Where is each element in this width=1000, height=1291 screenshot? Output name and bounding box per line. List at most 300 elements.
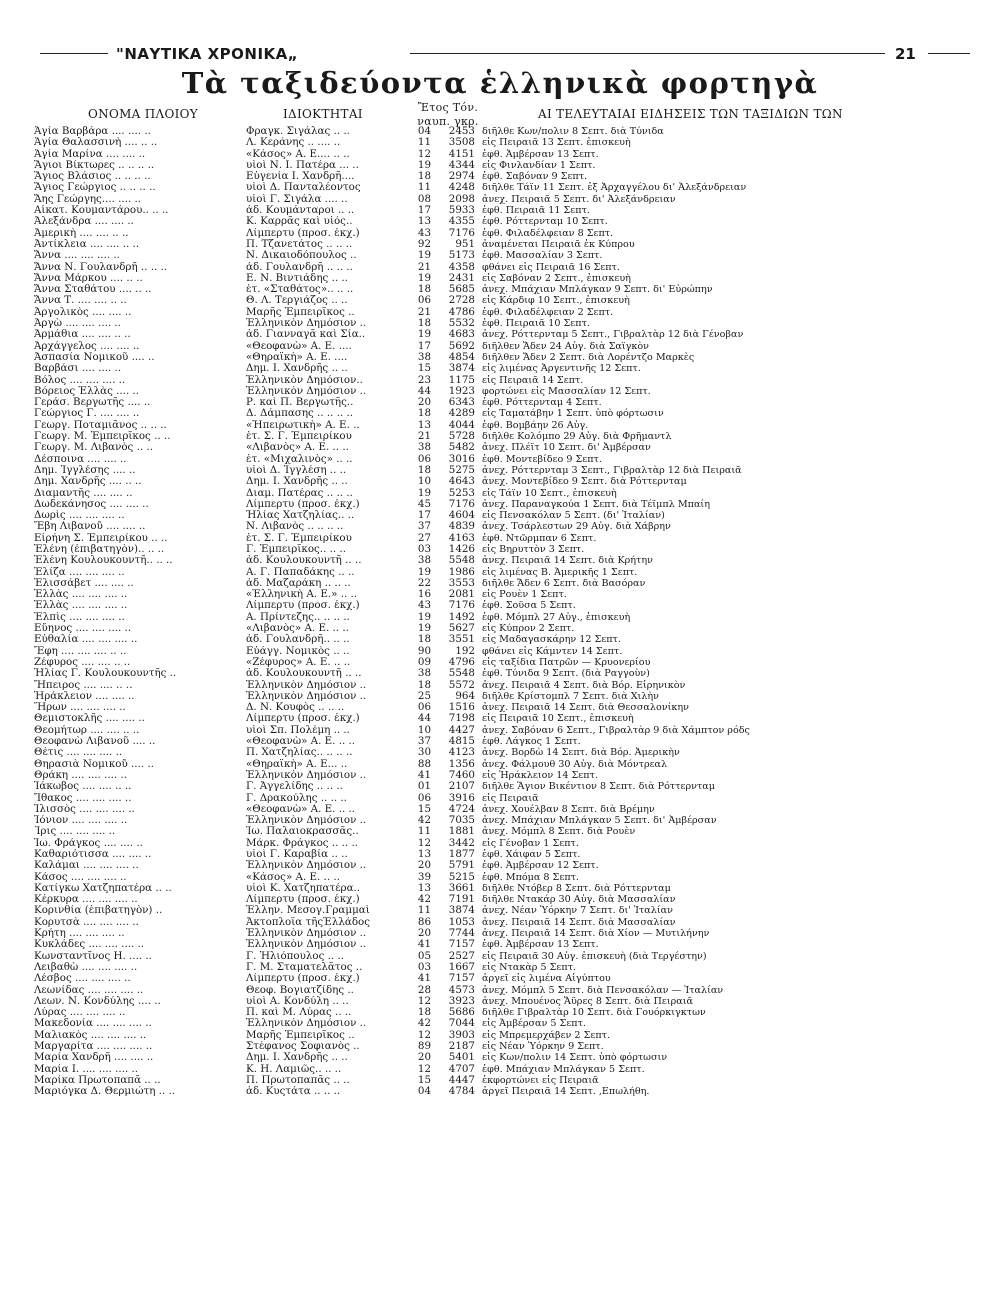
header-rule [928,53,970,54]
gross-tons: 4854 [448,351,475,363]
table-row [34,1052,964,1063]
ship-name: Γεωργ. Ποταμιᾶνος .. .. .. [34,419,167,431]
voyage-news: εἰς Πειραιᾶ 14 Σεπτ. [482,374,584,386]
magazine-title: "ΝΑΥΤΙΚΑ ΧΡΟΝΙΚΑ„ [116,45,299,63]
build-year: 18 [417,318,431,330]
voyage-news: διῆλθε Ντακάρ 30 Αὐγ. διὰ Μασσαλίαν [482,894,676,906]
voyage-news: διῆλθεν Ἄδεν 2 Σεπτ. διὰ Λορέντζο Μαρκὲς [482,351,695,363]
voyage-news: εἰς Νέαν Ὑόρκην 9 Σεπτ. [482,1041,604,1053]
ship-owner: Λίμπερτυ (προσ. ἐκχ.) [246,600,360,612]
voyage-news: ἀργεῖ εἰς λιμένα Αἰγύπτου [482,973,611,985]
build-year: 20 [417,1052,431,1064]
table-row [34,476,964,487]
table-row [34,996,964,1007]
build-year: 22 [417,577,431,589]
voyage-news: ἐφθ. Σοῦσα 5 Σεπτ. [482,600,576,612]
gross-tons: 192 [455,645,475,657]
voyage-news: ἀνεχ. Πειραιᾶ 14 Σεπτ. διὰ Κρήτην [482,555,653,567]
ship-owner: Ἠλίας Χατζηλίας.. .. [246,510,355,522]
gross-tons: 5548 [448,668,475,680]
table-row [34,307,964,318]
ship-name: Δωρὶς .... .... .... .. [34,510,125,522]
ship-owner: «Λιβανὸς» Α. Ε. .. .. [246,623,349,635]
build-year: 21 [417,431,431,443]
gross-tons: 7198 [448,713,475,725]
gross-tons: 1881 [448,826,475,838]
voyage-news: ἀνεχ. Μπάχιαν Μπλάγκαν 5 Σεπτ. δι' Ἀμβέρσαν [482,815,717,827]
table-row [34,1041,964,1052]
ship-owner: Π. Τζανετάτος .. .. .. [246,238,353,250]
ship-name: Ἀργὼ .... .... .... .. [34,318,121,330]
table-row [34,149,964,160]
gross-tons: 3874 [448,905,475,917]
table-row [34,544,964,555]
gross-tons: 2431 [448,272,475,284]
ship-owner: υἱοὶ Κ. Χατζηπατέρα.. [246,882,361,894]
voyage-news: εἰς Ντακὰρ 5 Σεπτ. [482,961,577,973]
ship-name: Λύρας .... .... .... .. [34,1007,126,1019]
table-row [34,329,964,340]
build-year: 17 [417,340,431,352]
ship-name: Ζέφυρος .... .... .. .. [34,656,131,668]
voyage-news: ἐφθ. Ἀμβέρσαν 12 Σεπτ. [482,860,599,872]
gross-tons: 3551 [448,634,475,646]
table-row [34,1086,964,1097]
gross-tons: 4604 [448,510,475,522]
voyage-news: εἰς Ἀμβέρσαν 5 Σεπτ. [482,1018,586,1030]
ship-name: Κορινθία (ἐπιβατηγὸν) .. [34,905,163,917]
ship-name: Ἶρις .... .... .... .. [34,826,116,838]
build-year: 89 [417,1041,431,1053]
ship-owner: Ἑλληνικὸν Δημόσιον .. [246,928,367,940]
gross-tons: 4163 [448,532,475,544]
table-row [34,770,964,781]
table-row [34,182,964,193]
gross-tons: 7035 [448,815,475,827]
voyage-news: εἰς λιμένας Ἀργεντινῆς 12 Σεπτ. [482,363,641,375]
build-year: 15 [417,363,431,375]
table-row [34,973,964,984]
build-year: 19 [417,329,431,341]
ship-owner: Δ. Δάμπασης .. .. .. .. [246,408,354,420]
table-row [34,567,964,578]
voyage-news: εἰς Κων/πολιν 14 Σεπτ. ὑπὸ φόρτωσιν [482,1052,668,1064]
ship-owner: Ἑλληνικὸν Δημόσιον .. [246,690,367,702]
gross-tons: 5548 [448,555,475,567]
gross-tons: 1986 [448,566,475,578]
ship-owner: υἱοὶ Σπ. Πολέμη .. .. [246,724,350,736]
build-year: 90 [417,645,431,657]
table-row [34,555,964,566]
ship-name: Αἰκατ. Κουμαντάρου.. .. .. [34,205,169,217]
ship-owner: Εὐγενία Ι. Χανδρῆ.... [246,171,355,183]
ship-owner: «Λιβανὸς» Α. Ε. .. .. [246,442,349,454]
table-row [34,431,964,442]
ship-owner: Γ. Ἀγγελίδης .. .. .. [246,781,343,793]
ship-name: Ἐλπὶς .... .... .... .. [34,611,125,623]
gross-tons: 2527 [448,950,475,962]
gross-tons: 4344 [448,159,475,171]
ship-name: Μαριόγκα Δ. Θερμιώτη .. .. [34,1086,176,1098]
build-year: 13 [417,419,431,431]
build-year: 23 [417,374,431,386]
build-year: 38 [417,555,431,567]
voyage-news: ἀναμένεται Πειραιᾶ ἐκ Κύπρου [482,238,635,250]
ship-name: Θέτις .... .... .... .. [34,747,123,759]
ship-name: Βόλος .... .... .... .. [34,374,126,386]
ship-owner: Π. καὶ Μ. Λύρας .. .. [246,1007,352,1019]
gross-tons: 5482 [448,442,475,454]
build-year: 12 [417,1029,431,1041]
ship-name: Θεμιστοκλῆς .... .... .. [34,713,145,725]
voyage-news: ἀνεχ. Μόμπλ 8 Σεπτ. διὰ Ρουὲν [482,826,636,838]
ship-owner: Π. Χατζηλίας.. .. .. .. [246,747,353,759]
ship-name: Ἀντίκλεια .... .... .. .. [34,238,140,250]
ship-name: Ἁγία Μαρίνα .... .... .. [34,148,146,160]
build-year: 19 [417,159,431,171]
gross-tons: 5692 [448,340,475,352]
gross-tons: 951 [455,238,475,250]
table-row [34,1030,964,1041]
ship-name: Ἴθακος .... .... .... .. [34,792,132,804]
ship-owner: «Θηραϊκὴ» Α. Ε. .... [246,351,348,363]
voyage-news: ἐφθ. Πειραιᾶ 11 Σεπτ. [482,205,590,217]
gross-tons: 1667 [448,961,475,973]
voyage-news: εἰς Πειραιᾶ 30 Αὐγ. ἐπισκευὴ (διὰ Τεργέστην) [482,950,707,962]
voyage-news: ἐφθ. Τύνιδα 9 Σεπτ. (διὰ Ραγγοὺν) [482,668,650,680]
voyage-news: ἐφθ. Μόμπλ 27 Αὐγ., ἐπισκευὴ [482,611,631,623]
ship-owner: Θ. Λ. Τεργιάζος .. .. [246,295,348,307]
column-header-owner: ΙΔΙΟΚΤΗΤΑΙ [283,107,363,121]
ship-owner: Ἰω. Παλαιοκρασσᾶς.. [246,826,359,838]
voyage-news: ἐφθ. Ρόττερνταμ 4 Σεπτ. [482,397,602,409]
build-year: 92 [417,238,431,250]
build-year: 06 [417,792,431,804]
ship-owner: Ν. Δικαιοδόπουλος .. [246,250,357,262]
voyage-news: εἰς Πενσακόλαν 5 Σεπτ. (δι' Ἰταλίαν) [482,510,665,522]
build-year: 39 [417,871,431,883]
build-year: 19 [417,272,431,284]
gross-tons: 7157 [448,939,475,951]
gross-tons: 2453 [448,126,475,137]
table-row [34,917,964,928]
build-year: 18 [417,284,431,296]
table-row [34,951,964,962]
ship-owner: «Θεοφανὼ» Α. Ε. .... [246,340,352,352]
ship-owner: ἀδ. Κουλουκουντῆ .. .. [246,555,362,567]
voyage-news: ἐφθ. Πειραιᾶ 10 Σεπτ. [482,318,590,330]
ship-owner: Ἑλληνικὸν Δημόσιον .. [246,769,367,781]
table-row [34,962,964,973]
voyage-news: εἰς Μαδαγασκάρην 12 Σεπτ. [482,634,621,646]
ship-name: Ἀργολικὸς .... .... .. [34,306,132,318]
ship-owner: Ἑλληνικὸν Δημόσιον .. [246,679,367,691]
gross-tons: 5173 [448,250,475,262]
voyage-news: εἰς Πειραιᾶ 13 Σεπτ. ἐπισκευὴ [482,137,631,149]
table-row [34,239,964,250]
gross-tons: 4447 [448,1074,475,1086]
voyage-news: ἐφθ. Φιλαδέλφειαν 8 Σεπτ. [482,227,614,239]
gross-tons: 7460 [448,769,475,781]
voyage-news: ἀνεχ. Πειραιᾶ 14 Σεπτ. διὰ Θεσσαλονίκην [482,702,689,714]
ship-name: Ἄης Γεώργης.... .... .. [34,193,142,205]
ship-owner: Λίμπερτυ (προσ. ἐκχ.) [246,894,360,906]
ship-name: Θράκη .... .... .... .. [34,769,127,781]
ship-owner: Δ. Ν. Κουφὸς .. .. .. [246,702,345,714]
ship-name: Ἁγία Βαρβάρα .... .... .. [34,126,151,137]
ship-owner: Ἑλληνικὸν Δημόσιον .. [246,939,367,951]
ship-owner: Ἑλληνικὸν Δημόσιον .. [246,1018,367,1030]
ship-owner: υἱοὶ Γ. Σιγάλα .... .. [246,193,348,205]
ship-name: Καλάμαι .... .... .... .. [34,860,139,872]
ship-name: Ἰλισσὸς .... .... .... .. [34,803,135,815]
voyage-news: διῆλθε Τάϊν 11 Σεπτ. ἐξ Ἀρχαγγέλου δι' Ἀλεξάνδρειαν [482,182,747,194]
build-year: 18 [417,679,431,691]
ship-name: Μαλιακὸς .... .... .... .. [34,1029,147,1041]
ship-owner: Εὐάγγ. Νομικὸς .. .. [246,645,350,657]
table-row [34,804,964,815]
voyage-news: ἀνεχ. Μπουένος Ἄϋρες 8 Σεπτ. διὰ Πειραιᾶ [482,995,693,1007]
ship-owner: Ἀκτοπλοΐα τῆςἙλλάδος [246,916,370,928]
gross-tons: 1356 [448,758,475,770]
voyage-news: εἰς Μπρεμερχάβεν 2 Σεπτ. [482,1029,610,1041]
build-year: 18 [417,171,431,183]
ship-name: Κάσος .... .... .... .. [34,871,127,883]
table-row [34,905,964,916]
ship-owner: Δημ. Ι. Χανδρῆς .. .. [246,1052,348,1064]
build-year: 43 [417,227,431,239]
build-year: 37 [417,736,431,748]
ship-owner: ἀδ. Κουμάνταροι .. .. [246,205,355,217]
ship-name: Ἔβη Λιβανοῦ .... .... .. [34,521,146,533]
ship-name: Μαργαρίτα .... .... .... .. [34,1041,153,1053]
voyage-news: ἀνεχ. Πλέϊτ 10 Σεπτ. δι' Ἀμβέρσαν [482,442,651,454]
gross-tons: 7176 [448,227,475,239]
ship-name: Καθαριότισσα .... .... .. [34,849,152,860]
voyage-news: φθάνει εἰς Κάμντεν 14 Σεπτ. [482,645,623,657]
build-year: 05 [417,950,431,962]
voyage-news: ἀνεχ. Πειραιᾶ 4 Σεπτ. διὰ Βόρ. Εἰρηνικὸν [482,679,686,691]
table-row [34,363,964,374]
ship-owner: Γ. Ἐμπειρῖκος.. .. .. [246,543,346,555]
gross-tons: 3442 [448,837,475,849]
ship-owner: Ε. Ν. Βιντιάδης .. .. [246,272,348,284]
voyage-news: εἰς ταξίδια Πατρῶν — Κρυονερίου [482,656,651,668]
ship-owner: Ἑλληνικὸν Δημόσιον .. [246,860,367,872]
ship-name: Ἡλίας Γ. Κουλουκουντῆς .. [34,668,177,680]
ship-name: Ἑλένη Κουλουκουντῆ.. .. .. [34,555,173,567]
ship-owner: «Θηραϊκὴ» Α. Ε... .. [246,758,348,770]
build-year: 06 [417,702,431,714]
build-year: 11 [417,826,431,838]
build-year: 11 [417,905,431,917]
ship-name: Βαρβάσι .... .... .. [34,363,122,375]
ship-name: Θηρασιὰ Νομικοῦ .... .. [34,758,154,770]
gross-tons: 2081 [448,589,475,601]
build-year: 41 [417,769,431,781]
build-year: 04 [417,1086,431,1098]
ship-owner: Λίμπερτυ (προσ. ἐκχ.) [246,973,360,985]
ship-name: Λέσβος .... .... .... .. [34,973,131,985]
gross-tons: 4707 [448,1063,475,1075]
ship-name: Ἅγιος Βλάσιος .. .. .. .. [34,171,151,183]
gross-tons: 4289 [448,408,475,420]
gross-tons: 2974 [448,171,475,183]
ship-name: Δημ. Ἰγγλέσης .... .. [34,464,136,476]
ship-owner: «Κάσος» Α. Ε. .. .. [246,871,340,883]
voyage-news: ἐφθ. Χάιφαν 5 Σεπτ. [482,849,581,860]
voyage-news: ἀνεχ. Τσάρλεστων 29 Αὐγ. διὰ Χάβρην [482,521,671,533]
gross-tons: 1516 [448,702,475,714]
ship-name: Κυκλάδες .... .... .... .. [34,939,145,951]
ship-owner: Α. Γ. Παπαδάκης .. .. [246,566,355,578]
voyage-news: εἰς Ταματάβην 1 Σεπτ. ὑπὸ φόρτωσιν [482,408,664,420]
table-row [34,849,964,860]
table-row [34,838,964,849]
voyage-news: ἐφθ. Λάγκος 1 Σεπτ. [482,736,581,748]
gross-tons: 5791 [448,860,475,872]
voyage-news: εἰς Ἡράκλειον 14 Σεπτ. [482,769,598,781]
table-row [34,713,964,724]
ship-name: Ἁγία Θαλασσινὴ .... .. .. [34,137,158,149]
ship-owner: Μαρῆς Ἐμπειρῖκος .. [246,1029,355,1041]
table-row [34,939,964,950]
gross-tons: 4123 [448,747,475,759]
ship-owner: Γ. Ἡλιόπουλος .. .. [246,950,345,962]
ship-name: Μαρία Χανδρῆ .... .... .. [34,1052,154,1064]
voyage-news: ἀνεχ. Μόμπλ 5 Σεπτ. διὰ Πενσακόλαν — Ἰταλίαν [482,984,724,996]
ship-name: Κωνσταντῖνος Η. .... .. [34,950,152,962]
build-year: 41 [417,973,431,985]
build-year: 19 [417,623,431,635]
build-year: 12 [417,837,431,849]
ship-owner: Μάρκ. Φράγκος .. .. .. [246,837,358,849]
build-year: 13 [417,216,431,228]
gross-tons: 1492 [448,611,475,623]
ship-owner: Κ. Η. Λαμιῶς.. .. .. [246,1063,342,1075]
gross-tons: 1426 [448,543,475,555]
table-row [34,815,964,826]
ship-owner: Α. Πρίντεζης.. .. .. .. [246,611,350,623]
gross-tons: 1923 [448,385,475,397]
voyage-news: διῆλθε Γιβραλτὰρ 10 Σεπτ. διὰ Γουόρκιγκτων [482,1007,706,1019]
ship-owner: Φραγκ. Σιγάλας .. .. [246,126,350,137]
build-year: 27 [417,532,431,544]
build-year: 18 [417,464,431,476]
gross-tons: 4151 [448,148,475,160]
table-row [34,273,964,284]
ship-name: Ἄννα Ν. Γουλανδρῆ .. .. .. [34,261,168,273]
gross-tons: 2098 [448,193,475,205]
voyage-news: εἰς Πειραιᾶ [482,792,539,804]
ship-name: Βόρειος Ἑλλὰς .... .. [34,385,140,397]
ship-name: Ἑλλὰς .... .... .... .. [34,600,128,612]
voyage-news: ἀνεχ. Ρόττερνταμ 3 Σεπτ., Γιβραλτὰρ 12 διὰ Πειραιᾶ [482,464,742,476]
voyage-news: ἐφθ. Μασσαλίαν 3 Σεπτ. [482,250,603,262]
voyage-news: ἀνεχ. Νέαν Ὑόρκην 7 Σεπτ. δι' Ἰταλίαν [482,905,673,917]
ship-name: Ἑλλὰς .... .... .... .. [34,589,128,601]
build-year: 11 [417,182,431,194]
table-row [34,781,964,792]
voyage-news: εἰς Κάρδιφ 10 Σεπτ., ἐπισκευὴ [482,295,630,307]
table-row [34,883,964,894]
gross-tons: 7044 [448,1018,475,1030]
gross-tons: 5933 [448,205,475,217]
gross-tons: 3916 [448,792,475,804]
table-row [34,747,964,758]
gross-tons: 3874 [448,363,475,375]
gross-tons: 2187 [448,1041,475,1053]
voyage-news: ἀνεχ. Μπάχιαν Μπλάγκαν 9 Σεπτ. δι' Εὐρώπην [482,284,713,296]
table-row [34,375,964,386]
build-year: 86 [417,916,431,928]
voyage-news: εἰς Φινλανδίαν 1 Σεπτ. [482,159,596,171]
ship-name: Εὐθαλία .... .... .... .. [34,634,138,646]
header-rule [40,53,108,54]
ship-name: Ἤπειρος .... .... .. .. [34,679,133,691]
ship-owner: Δημ. Ι. Χανδρῆς .. .. [246,476,348,488]
ship-name: Διαμαντῆς .... .... .. [34,487,133,499]
table-row [34,1018,964,1029]
build-year: 12 [417,1063,431,1075]
column-header-year-tons: Ἔτος Τόν. ναυπ. γκρ. [417,101,479,128]
voyage-news: ἐφθ. Ρόττερνταμ 10 Σεπτ. [482,216,608,228]
build-year: 17 [417,205,431,217]
gross-tons: 6343 [448,397,475,409]
ship-name: Ἥρων .... .... .... .. [34,702,126,714]
ship-owner: υἱοὶ Γ. Καραβία .. .. [246,849,348,860]
gross-tons: 964 [455,690,475,702]
ship-owner: Στέφανος Σοφιανὸς .. [246,1041,360,1053]
build-year: 16 [417,589,431,601]
build-year: 06 [417,453,431,465]
ship-name: Μακεδονία .... .... .... .. [34,1018,152,1030]
build-year: 03 [417,543,431,555]
ship-owner: ἑτ. «Σταθάτος».. .. .. [246,284,354,296]
ship-name: Κέρκυρα .... .... .... .. [34,894,138,906]
build-year: 19 [417,250,431,262]
voyage-news: διῆλθε Κων/πολιν 8 Σεπτ. διὰ Τύνιδα [482,126,664,137]
ship-owner: Ρ. καὶ Π. Βεργωτῆς.. [246,397,354,409]
ship-owner: Ἑλληνικὸν Δημόσιον.. [246,374,363,386]
build-year: 44 [417,385,431,397]
build-year: 42 [417,815,431,827]
ship-name: Ἀρχάγγελος .... .... .. [34,340,140,352]
voyage-news: ἀνεχ. Ρόττερνταμ 5 Σεπτ., Γιβραλτὰρ 12 διὰ Γένοβαν [482,329,744,341]
ship-name: Δημ. Χανδρῆς .... .. .. [34,476,142,488]
gross-tons: 5215 [448,871,475,883]
table-row [34,250,964,261]
table-row [34,1007,964,1018]
voyage-news: ἀνεχ. Παραναγκούα 1 Σεπτ. διὰ Τέϊμπλ Μπαίη [482,498,710,510]
table-row [34,262,964,273]
voyage-news: εἰς Βηρυττὸν 3 Σεπτ. [482,543,585,555]
ship-owner: Λίμπερτυ (προσ. ἐκχ.) [246,713,360,725]
ship-owner: «Ζέφυρος» Α. Ε. .. .. [246,656,351,668]
ship-name: Μαρία Ι. .... .... .... .. [34,1063,139,1075]
header-rule [410,53,885,54]
gross-tons: 5627 [448,623,475,635]
voyage-news: εἰς Κύπρον 2 Σεπτ. [482,623,575,635]
ship-owner: Μαρῆς Ἐμπειρῖκος .. [246,306,355,318]
voyage-news: εἰς Πειραιᾶ 10 Σεπτ., ἐπισκευὴ [482,713,634,725]
build-year: 10 [417,724,431,736]
table-row [34,216,964,227]
ship-owner: Λίμπερτυ (προσ. ἐκχ.) [246,498,360,510]
gross-tons: 5253 [448,487,475,499]
table-row [34,408,964,419]
ship-owner: Ἑλληνικὸν Δημόσιον .. [246,318,367,330]
